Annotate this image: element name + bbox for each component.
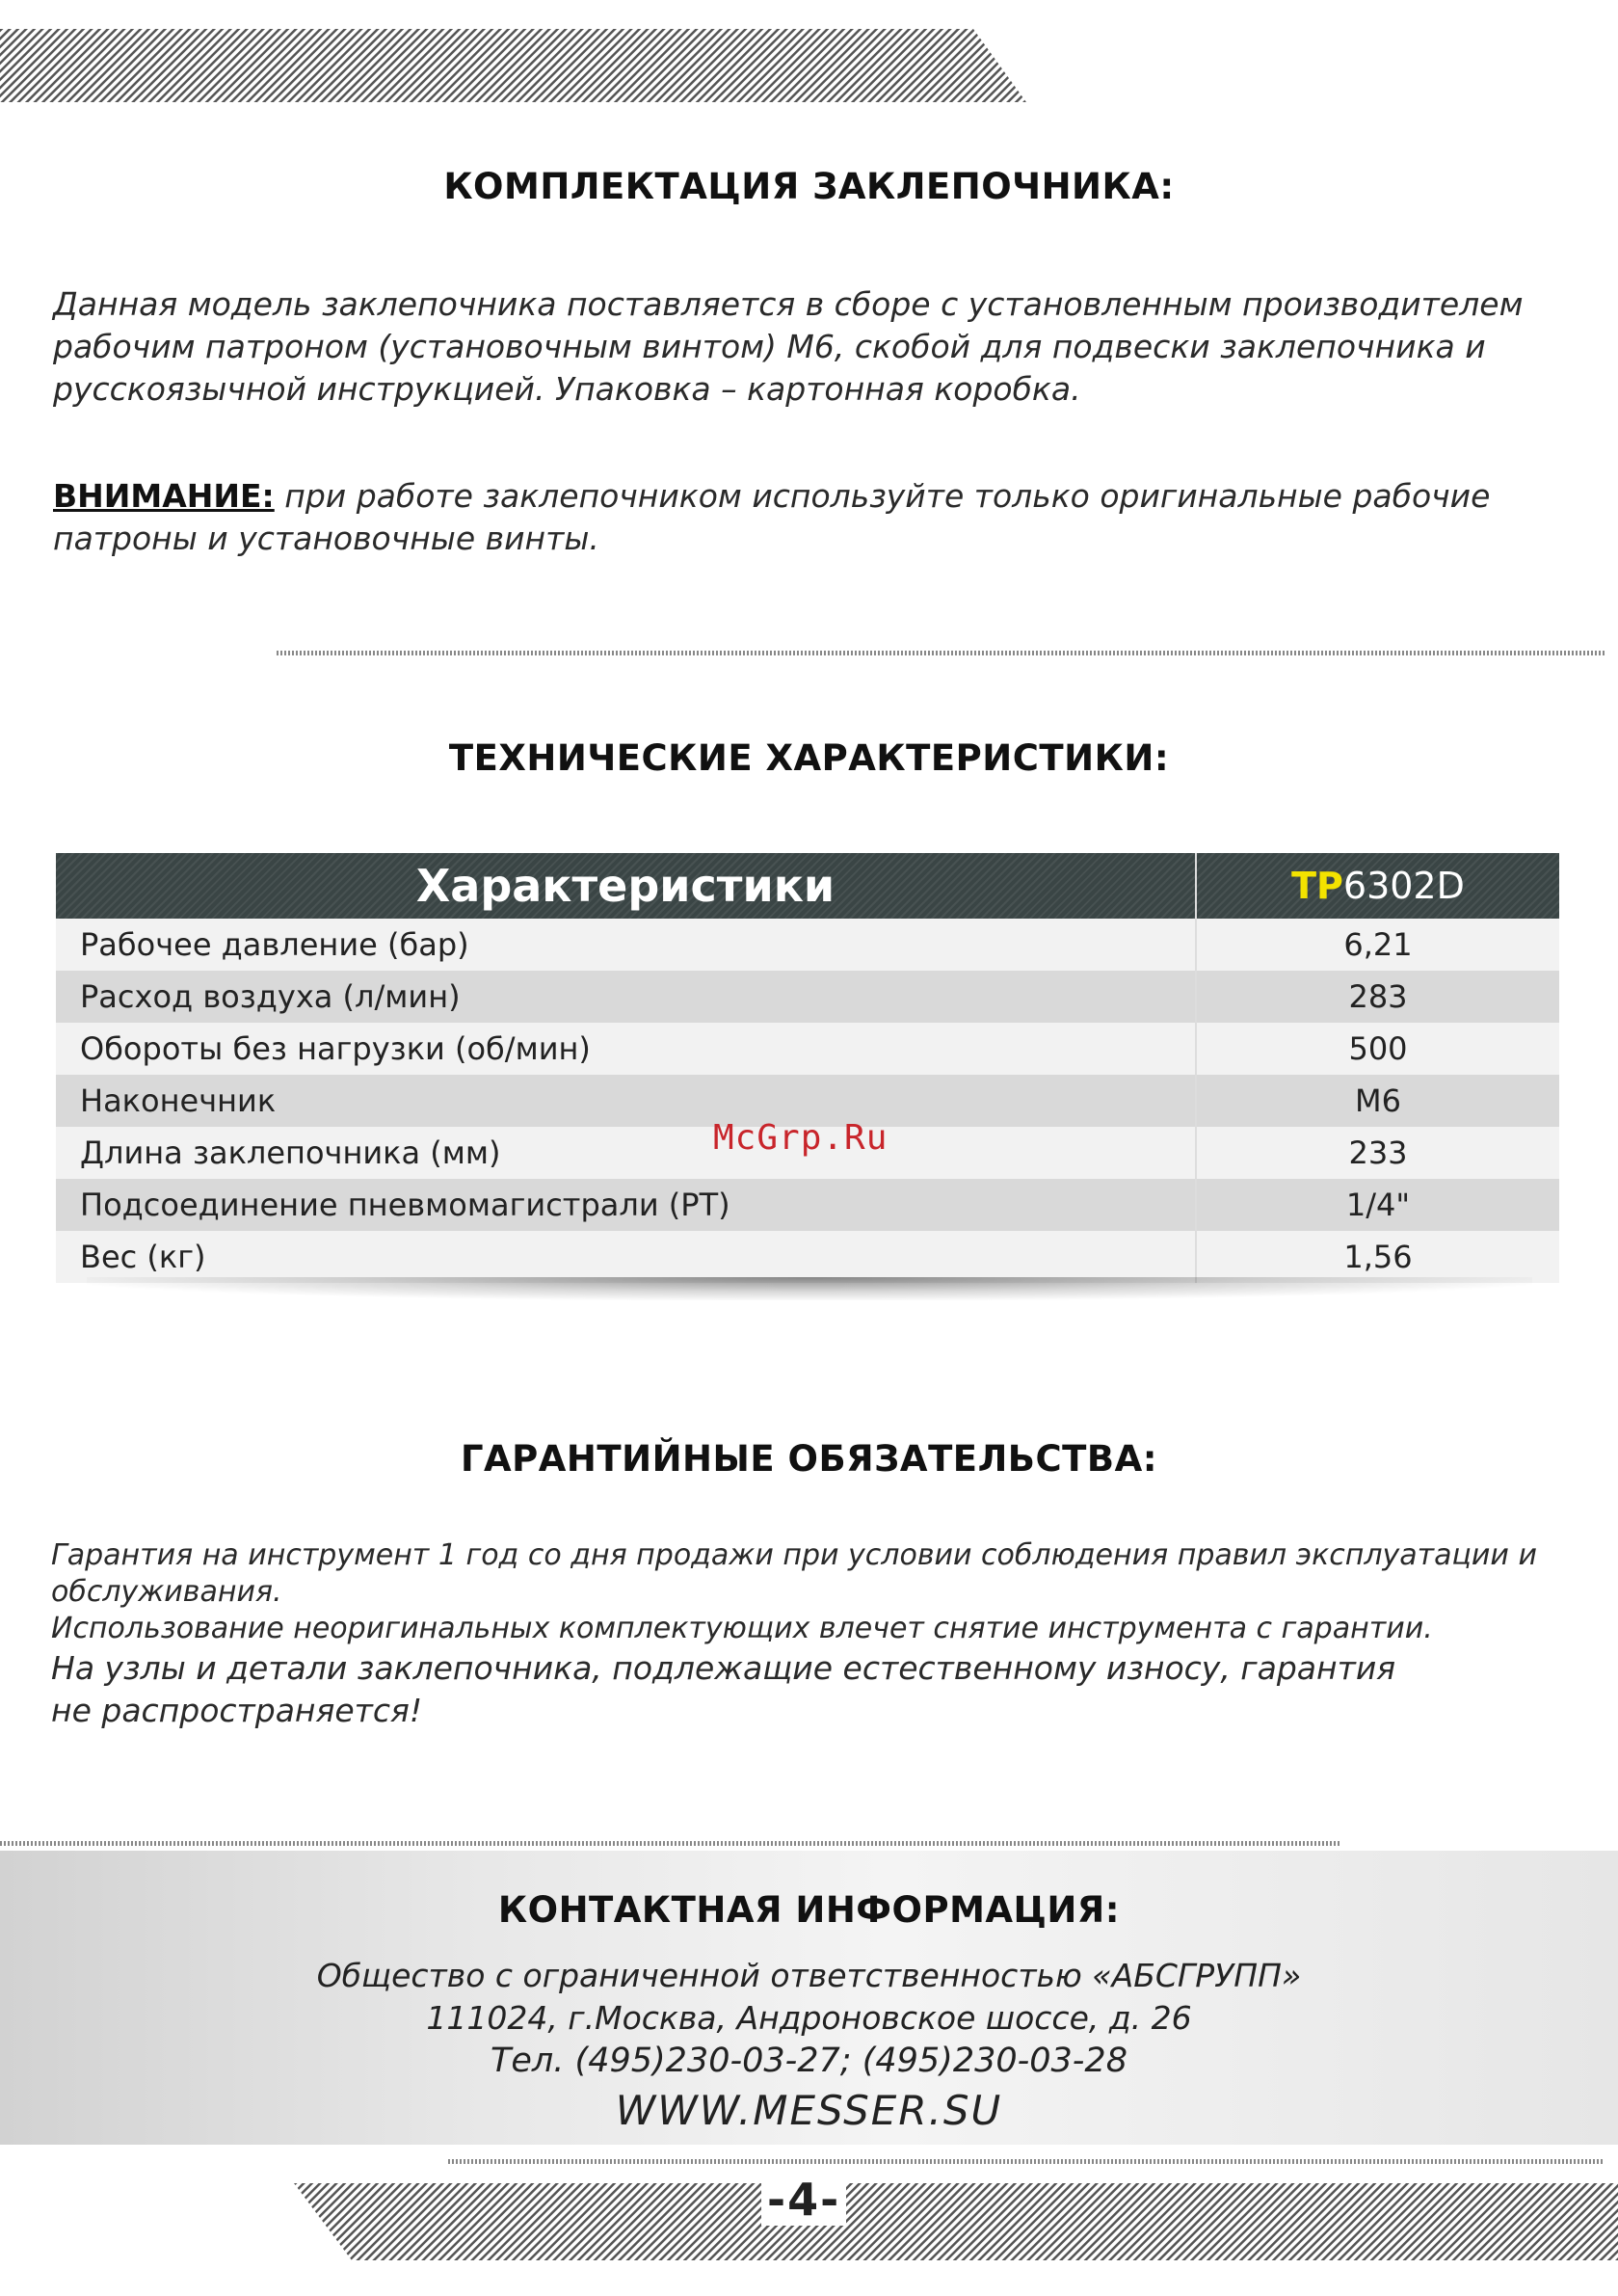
specs-header-row <box>56 853 1559 919</box>
warranty-heading: ГАРАНТИЙНЫЕ ОБЯЗАТЕЛЬСТВА: <box>460 1438 1158 1480</box>
warranty-line-4: На узлы и детали заклепочника, подлежащие естественному износу, гарантия <box>51 1649 1396 1687</box>
spec-value: 1,56 <box>1196 1231 1559 1283</box>
warranty-line-1: Гарантия на инструмент 1 год со дня продажи при условии соблюдения правил эксплуатации и <box>51 1538 1537 1572</box>
spec-value: 233 <box>1196 1127 1559 1179</box>
specs-header-characteristics: Характеристики <box>56 853 1196 919</box>
spec-name: Обороты без нагрузки (об/мин) <box>56 1023 1196 1075</box>
kit-description: Данная модель заклепочника поставляется в сборе с установленным производителем рабочим патроном (установочным винтом) М6, скобой для подвески заклепочника и русскоязычной инструкцией. Упаковка – картонная коробка. <box>53 285 1524 408</box>
divider-3 <box>448 2159 1605 2164</box>
bottom-hatch-banner <box>294 2183 1618 2260</box>
spec-value: 1/4" <box>1196 1179 1559 1231</box>
table-row <box>56 919 1559 971</box>
spec-name: Подсоединение пневмомагистрали (PT) <box>56 1179 1196 1231</box>
specs-heading: ТЕХНИЧЕСКИЕ ХАРАКТЕРИСТИКИ: <box>448 737 1170 779</box>
model-number: 6302D <box>1342 865 1465 907</box>
spec-value: 500 <box>1196 1023 1559 1075</box>
warranty-line-2: обслуживания. <box>51 1575 282 1609</box>
specs-header-model <box>1196 853 1559 919</box>
warranty-line-5: не распространяется! <box>51 1692 423 1729</box>
kit-warning <box>53 475 1585 560</box>
kit-heading: КОМПЛЕКТАЦИЯ ЗАКЛЕПОЧНИКА: <box>443 166 1175 207</box>
contact-phone: Тел. (495)230-03-27; (495)230-03-28 <box>491 2042 1127 2080</box>
table-row <box>56 1179 1559 1231</box>
table-shadow <box>87 1277 1532 1300</box>
spec-name: Вес (кг) <box>56 1231 1196 1283</box>
top-hatch-banner <box>0 29 1031 102</box>
spec-name: Наконечник <box>56 1075 1196 1127</box>
spec-name: Расход воздуха (л/мин) <box>56 971 1196 1023</box>
warning-text-1: при работе заклепочником используйте только оригинальные рабочие <box>274 477 1491 515</box>
divider-2 <box>0 1841 1339 1846</box>
warning-text-2: патроны и установочные винты. <box>53 520 599 557</box>
contact-website[interactable]: WWW.MESSER.SU <box>615 2087 1003 2134</box>
warning-label: ВНИМАНИЕ: <box>53 477 275 515</box>
table-row <box>56 971 1559 1023</box>
spec-value: М6 <box>1196 1075 1559 1127</box>
spec-value: 283 <box>1196 971 1559 1023</box>
spec-value: 6,21 <box>1196 919 1559 971</box>
contact-address: 111024, г.Москва, Андроновское шоссе, д. 26 <box>426 1999 1192 2037</box>
spec-name: Длина заклепочника (мм) <box>56 1127 1196 1179</box>
table-row <box>56 1023 1559 1075</box>
warranty-line-3: Использование неоригинальных комплектующих влечет снятие инструмента с гарантии. <box>51 1612 1433 1645</box>
model-prefix: TP <box>1291 865 1343 907</box>
spec-name: Рабочее давление (бар) <box>56 919 1196 971</box>
warranty-text <box>51 1537 1593 1732</box>
watermark: McGrp.Ru <box>713 1118 889 1158</box>
divider-1 <box>277 651 1605 655</box>
specs-table <box>56 853 1559 1283</box>
contact-company: Общество с ограниченной ответственностью «АБСГРУПП» <box>316 1957 1302 1994</box>
contact-heading: КОНТАКТНАЯ ИНФОРМАЦИЯ: <box>497 1889 1121 1931</box>
page-number: -4- <box>761 2174 846 2226</box>
table-row <box>56 1231 1559 1283</box>
